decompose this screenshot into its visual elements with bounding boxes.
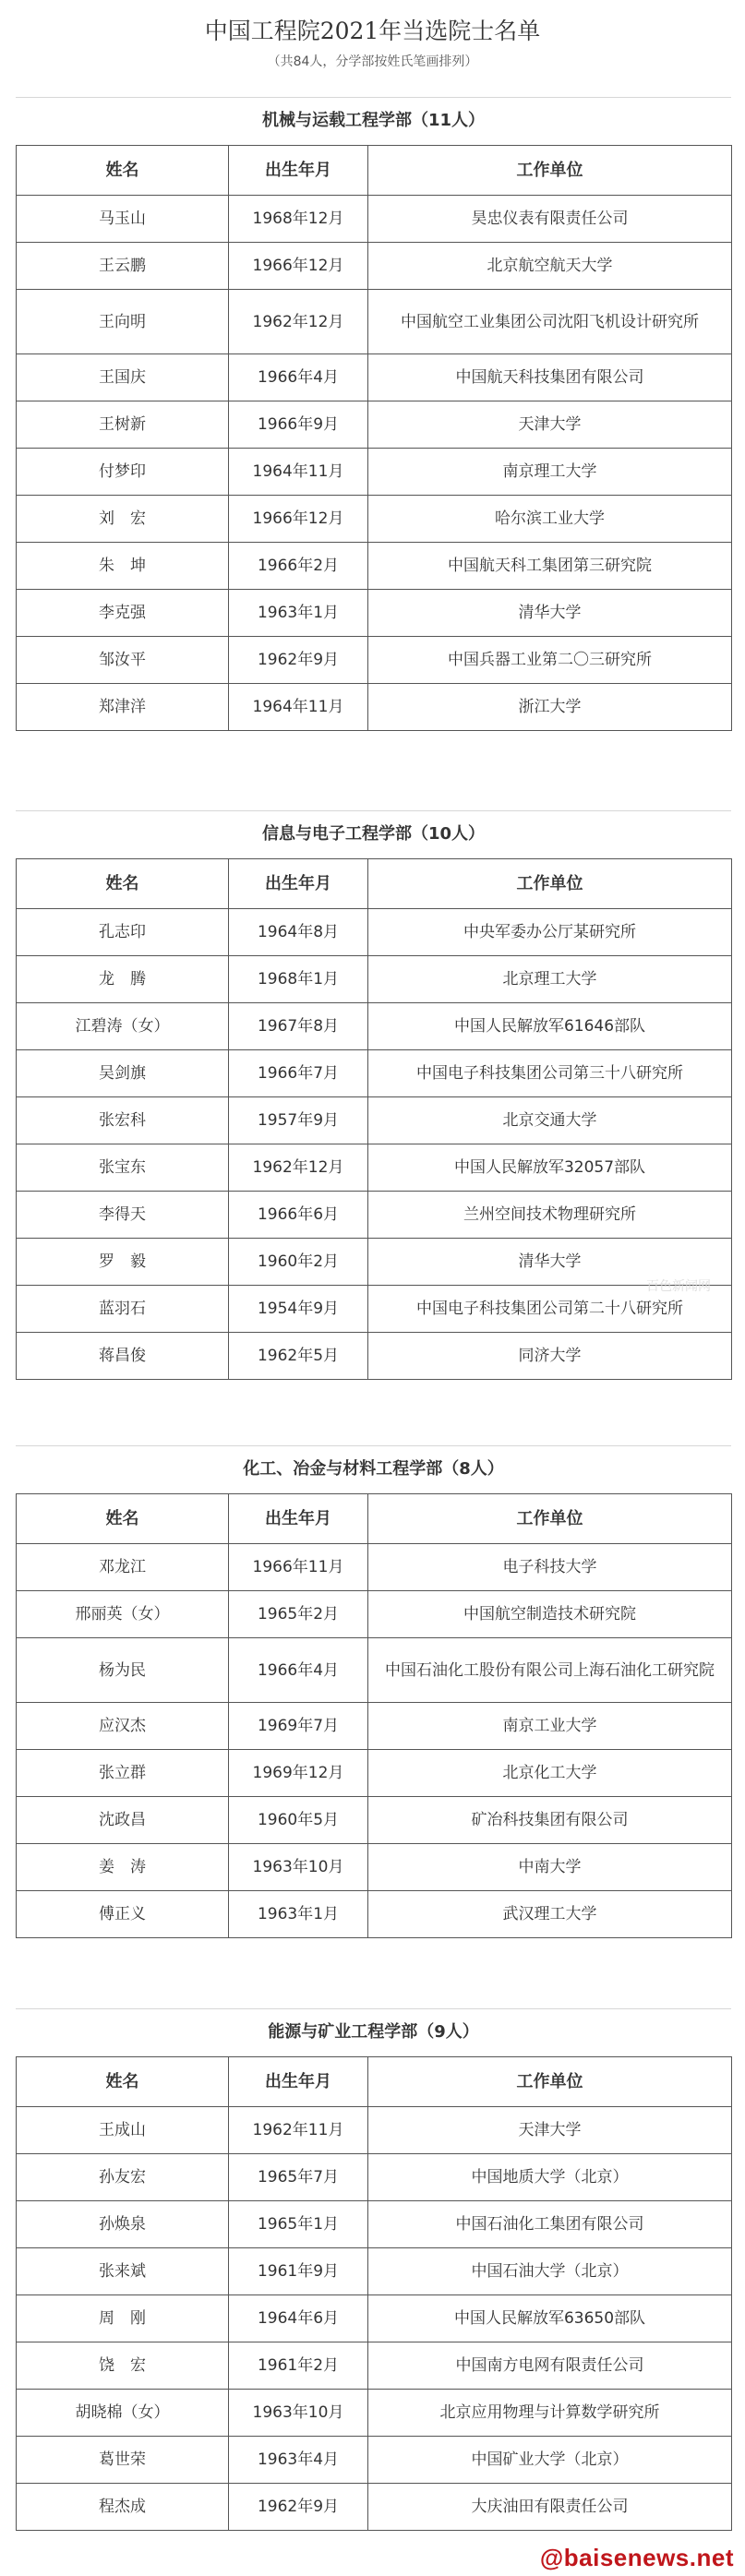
header-unit: 工作单位 [368, 146, 732, 196]
cell-name: 邓龙江 [17, 1544, 229, 1591]
cell-birth: 1963年1月 [229, 590, 368, 637]
cell-birth: 1962年11月 [229, 2107, 368, 2154]
cell-unit: 哈尔滨工业大学 [368, 496, 732, 543]
site-watermark: @baisenews.net [539, 2544, 734, 2571]
cell-name: 周 刚 [17, 2295, 229, 2342]
table-row [17, 1797, 732, 1844]
cell-name: 江碧涛（女） [17, 1003, 229, 1050]
cell-unit: 中央军委办公厅某研究所 [368, 909, 732, 956]
cell-birth: 1962年5月 [229, 1333, 368, 1380]
cell-name: 孙友宏 [17, 2154, 229, 2201]
cell-birth: 1964年8月 [229, 909, 368, 956]
cell-unit: 中国航天科技集团有限公司 [368, 354, 732, 401]
cell-birth: 1966年7月 [229, 1050, 368, 1097]
cell-birth: 1961年9月 [229, 2248, 368, 2295]
cell-name: 马玉山 [17, 196, 229, 243]
table-row [17, 2107, 732, 2154]
cell-unit: 中国航天科工集团第三研究院 [368, 543, 732, 590]
cell-name: 邢丽英（女） [17, 1591, 229, 1638]
cell-name: 郑津洋 [17, 684, 229, 731]
table-row [17, 2484, 732, 2531]
cell-name: 张宏科 [17, 1097, 229, 1144]
cell-birth: 1966年2月 [229, 543, 368, 590]
header-name: 姓名 [17, 2057, 229, 2107]
cell-birth: 1966年11月 [229, 1544, 368, 1591]
table-row [17, 1750, 732, 1797]
table-row [17, 243, 732, 290]
cell-birth: 1962年12月 [229, 1144, 368, 1192]
cell-unit: 中国兵器工业第二〇三研究所 [368, 637, 732, 684]
cell-name: 杨为民 [17, 1638, 229, 1703]
cell-unit: 中国人民解放军63650部队 [368, 2295, 732, 2342]
cell-unit: 南京理工大学 [368, 449, 732, 496]
table-row [17, 354, 732, 401]
faint-watermark: 百色新闻网 [646, 1279, 711, 1294]
cell-unit: 北京化工大学 [368, 1750, 732, 1797]
cell-birth: 1968年12月 [229, 196, 368, 243]
table-row [17, 1239, 732, 1286]
page-title: 中国工程院2021年当选院士名单 [204, 18, 541, 44]
cell-birth: 1964年6月 [229, 2295, 368, 2342]
cell-birth: 1963年10月 [229, 2390, 368, 2437]
cell-birth: 1966年4月 [229, 354, 368, 401]
header-unit: 工作单位 [368, 1494, 732, 1544]
cell-unit: 南京工业大学 [368, 1703, 732, 1750]
cell-birth: 1969年12月 [229, 1750, 368, 1797]
cell-name: 孙焕泉 [17, 2201, 229, 2248]
table-row [17, 449, 732, 496]
cell-name: 朱 坤 [17, 543, 229, 590]
table-row [17, 2201, 732, 2248]
cell-unit: 清华大学 [368, 590, 732, 637]
cell-unit: 中国人民解放军61646部队 [368, 1003, 732, 1050]
cell-birth: 1966年12月 [229, 243, 368, 290]
cell-name: 邹汝平 [17, 637, 229, 684]
cell-unit: 矿冶科技集团有限公司 [368, 1797, 732, 1844]
cell-unit: 北京理工大学 [368, 956, 732, 1003]
cell-birth: 1965年1月 [229, 2201, 368, 2248]
table-header-row [17, 859, 732, 909]
cell-birth: 1960年2月 [229, 1239, 368, 1286]
cell-name: 刘 宏 [17, 496, 229, 543]
table-row [17, 909, 732, 956]
table-row [17, 637, 732, 684]
table-row [17, 1844, 732, 1891]
table-row [17, 2437, 732, 2484]
cell-name: 饶 宏 [17, 2342, 229, 2390]
table-row [17, 590, 732, 637]
header-name: 姓名 [17, 146, 229, 196]
header-unit: 工作单位 [368, 859, 732, 909]
table-row [17, 956, 732, 1003]
cell-unit: 电子科技大学 [368, 1544, 732, 1591]
cell-unit: 北京交通大学 [368, 1097, 732, 1144]
table-row [17, 684, 732, 731]
cell-birth: 1962年9月 [229, 637, 368, 684]
members-table [16, 1493, 732, 1938]
cell-name: 罗 毅 [17, 1239, 229, 1286]
cell-name: 张宝东 [17, 1144, 229, 1192]
cell-name: 王国庆 [17, 354, 229, 401]
cell-unit: 中国石油化工股份有限公司上海石油化工研究院 [368, 1638, 732, 1703]
cell-name: 蓝羽石 [17, 1286, 229, 1333]
table-row [17, 1050, 732, 1097]
cell-name: 应汉杰 [17, 1703, 229, 1750]
table-row [17, 401, 732, 449]
section-title: 信息与电子工程学部（10人） [16, 810, 731, 859]
table-row [17, 1891, 732, 1938]
header-unit: 工作单位 [368, 2057, 732, 2107]
cell-name: 龙 腾 [17, 956, 229, 1003]
table-row [17, 2342, 732, 2390]
cell-name: 王成山 [17, 2107, 229, 2154]
table-row [17, 2390, 732, 2437]
table-row [17, 290, 732, 354]
cell-birth: 1965年7月 [229, 2154, 368, 2201]
table-row [17, 1591, 732, 1638]
table-row [17, 1097, 732, 1144]
cell-name: 胡晓棉（女） [17, 2390, 229, 2437]
cell-unit: 清华大学 [368, 1239, 732, 1286]
cell-name: 孔志印 [17, 909, 229, 956]
table-row [17, 1192, 732, 1239]
header-name: 姓名 [17, 859, 229, 909]
members-table [16, 145, 732, 731]
cell-unit: 北京应用物理与计算数学研究所 [368, 2390, 732, 2437]
cell-birth: 1963年4月 [229, 2437, 368, 2484]
table-row [17, 1333, 732, 1380]
cell-unit: 昊忠仪表有限责任公司 [368, 196, 732, 243]
cell-unit: 天津大学 [368, 401, 732, 449]
table-row [17, 1003, 732, 1050]
section-title: 能源与矿业工程学部（9人） [16, 2008, 731, 2057]
cell-unit: 北京航空航天大学 [368, 243, 732, 290]
cell-name: 程杰成 [17, 2484, 229, 2531]
cell-name: 吴剑旗 [17, 1050, 229, 1097]
cell-unit: 中南大学 [368, 1844, 732, 1891]
table-row [17, 1286, 732, 1333]
table-header-row [17, 1494, 732, 1544]
table-row [17, 2154, 732, 2201]
cell-unit: 中国石油化工集团有限公司 [368, 2201, 732, 2248]
table-row [17, 1144, 732, 1192]
cell-unit: 中国石油大学（北京） [368, 2248, 732, 2295]
table-row [17, 2248, 732, 2295]
header-name: 姓名 [17, 1494, 229, 1544]
table-row [17, 1703, 732, 1750]
cell-birth: 1966年12月 [229, 496, 368, 543]
cell-birth: 1966年9月 [229, 401, 368, 449]
cell-name: 姜 涛 [17, 1844, 229, 1891]
cell-birth: 1954年9月 [229, 1286, 368, 1333]
cell-name: 沈政昌 [17, 1797, 229, 1844]
table-row [17, 1544, 732, 1591]
cell-unit: 武汉理工大学 [368, 1891, 732, 1938]
cell-birth: 1964年11月 [229, 449, 368, 496]
cell-birth: 1961年2月 [229, 2342, 368, 2390]
cell-birth: 1965年2月 [229, 1591, 368, 1638]
table-row [17, 196, 732, 243]
cell-unit: 中国电子科技集团公司第二十八研究所 [368, 1286, 732, 1333]
cell-unit: 中国航空制造技术研究院 [368, 1591, 732, 1638]
cell-unit: 同济大学 [368, 1333, 732, 1380]
cell-name: 李得天 [17, 1192, 229, 1239]
cell-unit: 中国矿业大学（北京） [368, 2437, 732, 2484]
table-row [17, 543, 732, 590]
cell-birth: 1960年5月 [229, 1797, 368, 1844]
cell-birth: 1966年4月 [229, 1638, 368, 1703]
cell-unit: 中国南方电网有限责任公司 [368, 2342, 732, 2390]
cell-name: 王云鹏 [17, 243, 229, 290]
cell-birth: 1966年6月 [229, 1192, 368, 1239]
cell-name: 王向明 [17, 290, 229, 354]
cell-birth: 1964年11月 [229, 684, 368, 731]
cell-birth: 1957年9月 [229, 1097, 368, 1144]
table-header-row [17, 2057, 732, 2107]
page-subtitle: （共84人，分学部按姓氏笔画排列） [267, 54, 478, 69]
cell-birth: 1962年12月 [229, 290, 368, 354]
cell-birth: 1968年1月 [229, 956, 368, 1003]
cell-unit: 中国航空工业集团公司沈阳飞机设计研究所 [368, 290, 732, 354]
cell-birth: 1969年7月 [229, 1703, 368, 1750]
members-table [16, 858, 732, 1380]
cell-name: 王树新 [17, 401, 229, 449]
cell-name: 李克强 [17, 590, 229, 637]
cell-unit: 大庆油田有限责任公司 [368, 2484, 732, 2531]
header-birth: 出生年月 [229, 2057, 368, 2107]
header-birth: 出生年月 [229, 146, 368, 196]
table-row [17, 496, 732, 543]
cell-name: 葛世荣 [17, 2437, 229, 2484]
cell-birth: 1963年1月 [229, 1891, 368, 1938]
cell-unit: 中国电子科技集团公司第三十八研究所 [368, 1050, 732, 1097]
cell-unit: 浙江大学 [368, 684, 732, 731]
table-row [17, 1638, 732, 1703]
cell-name: 蒋昌俊 [17, 1333, 229, 1380]
cell-unit: 中国人民解放军32057部队 [368, 1144, 732, 1192]
header-birth: 出生年月 [229, 859, 368, 909]
cell-name: 张来斌 [17, 2248, 229, 2295]
cell-birth: 1962年9月 [229, 2484, 368, 2531]
cell-name: 傅正义 [17, 1891, 229, 1938]
cell-name: 张立群 [17, 1750, 229, 1797]
cell-unit: 中国地质大学（北京） [368, 2154, 732, 2201]
members-table [16, 2056, 732, 2531]
cell-name: 付梦印 [17, 449, 229, 496]
cell-birth: 1963年10月 [229, 1844, 368, 1891]
cell-unit: 兰州空间技术物理研究所 [368, 1192, 732, 1239]
section-title: 机械与运载工程学部（11人） [16, 97, 731, 146]
table-header-row [17, 146, 732, 196]
cell-birth: 1967年8月 [229, 1003, 368, 1050]
table-row [17, 2295, 732, 2342]
header-birth: 出生年月 [229, 1494, 368, 1544]
cell-unit: 天津大学 [368, 2107, 732, 2154]
section-title: 化工、冶金与材料工程学部（8人） [16, 1445, 731, 1494]
